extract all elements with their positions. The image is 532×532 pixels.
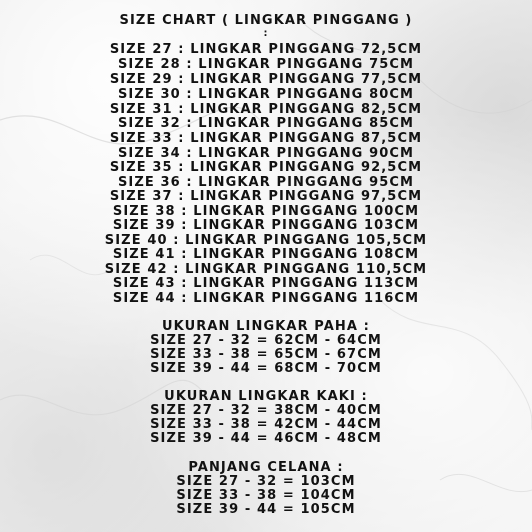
waist-row: SIZE 34 : LINGKAR PINGGANG 90CM [117, 146, 415, 161]
thigh-row: SIZE 39 - 44 = 68CM - 70CM [150, 361, 382, 376]
waist-row: SIZE 37 : LINGKAR PINGGANG 97,5CM [109, 189, 423, 204]
colon-line: : [263, 28, 269, 39]
waist-row: SIZE 40 : LINGKAR PINGGANG 105,5CM [104, 233, 428, 248]
waist-row: SIZE 39 : LINGKAR PINGGANG 103CM [112, 218, 420, 233]
thigh-row: SIZE 27 - 32 = 62CM - 64CM [150, 333, 382, 348]
waist-row: SIZE 33 : LINGKAR PINGGANG 87,5CM [109, 131, 423, 146]
waist-row: SIZE 38 : LINGKAR PINGGANG 100CM [112, 204, 420, 219]
thigh-heading: UKURAN LINGKAR PAHA : [162, 319, 370, 334]
length-row: SIZE 33 - 38 = 104CM [176, 488, 356, 503]
waist-row: SIZE 32 : LINGKAR PINGGANG 85CM [117, 116, 415, 131]
waist-row: SIZE 29 : LINGKAR PINGGANG 77,5CM [109, 72, 423, 87]
thigh-row: SIZE 33 - 38 = 65CM - 67CM [150, 347, 382, 362]
waist-row: SIZE 41 : LINGKAR PINGGANG 108CM [112, 247, 420, 262]
waist-row: SIZE 43 : LINGKAR PINGGANG 113CM [112, 276, 420, 291]
leg-row: SIZE 33 - 38 = 42CM - 44CM [150, 417, 382, 432]
waist-row: SIZE 27 : LINGKAR PINGGANG 72,5CM [109, 42, 423, 57]
waist-row: SIZE 42 : LINGKAR PINGGANG 110,5CM [104, 262, 428, 277]
waist-row: SIZE 35 : LINGKAR PINGGANG 92,5CM [109, 160, 423, 175]
waist-row: SIZE 28 : LINGKAR PINGGANG 75CM [117, 57, 415, 72]
waist-row: SIZE 44 : LINGKAR PINGGANG 116CM [112, 291, 420, 306]
waist-row: SIZE 36 : LINGKAR PINGGANG 95CM [117, 175, 415, 190]
leg-heading: UKURAN LINGKAR KAKI : [164, 389, 368, 404]
leg-row: SIZE 39 - 44 = 46CM - 48CM [150, 431, 382, 446]
chart-title: SIZE CHART ( LINGKAR PINGGANG ) [119, 13, 413, 28]
waist-row: SIZE 30 : LINGKAR PINGGANG 80CM [117, 87, 415, 102]
leg-row: SIZE 27 - 32 = 38CM - 40CM [150, 403, 382, 418]
length-heading: PANJANG CELANA : [188, 460, 344, 475]
length-row: SIZE 39 - 44 = 105CM [176, 502, 356, 517]
waist-row: SIZE 31 : LINGKAR PINGGANG 82,5CM [109, 102, 423, 117]
length-row: SIZE 27 - 32 = 103CM [176, 474, 356, 489]
